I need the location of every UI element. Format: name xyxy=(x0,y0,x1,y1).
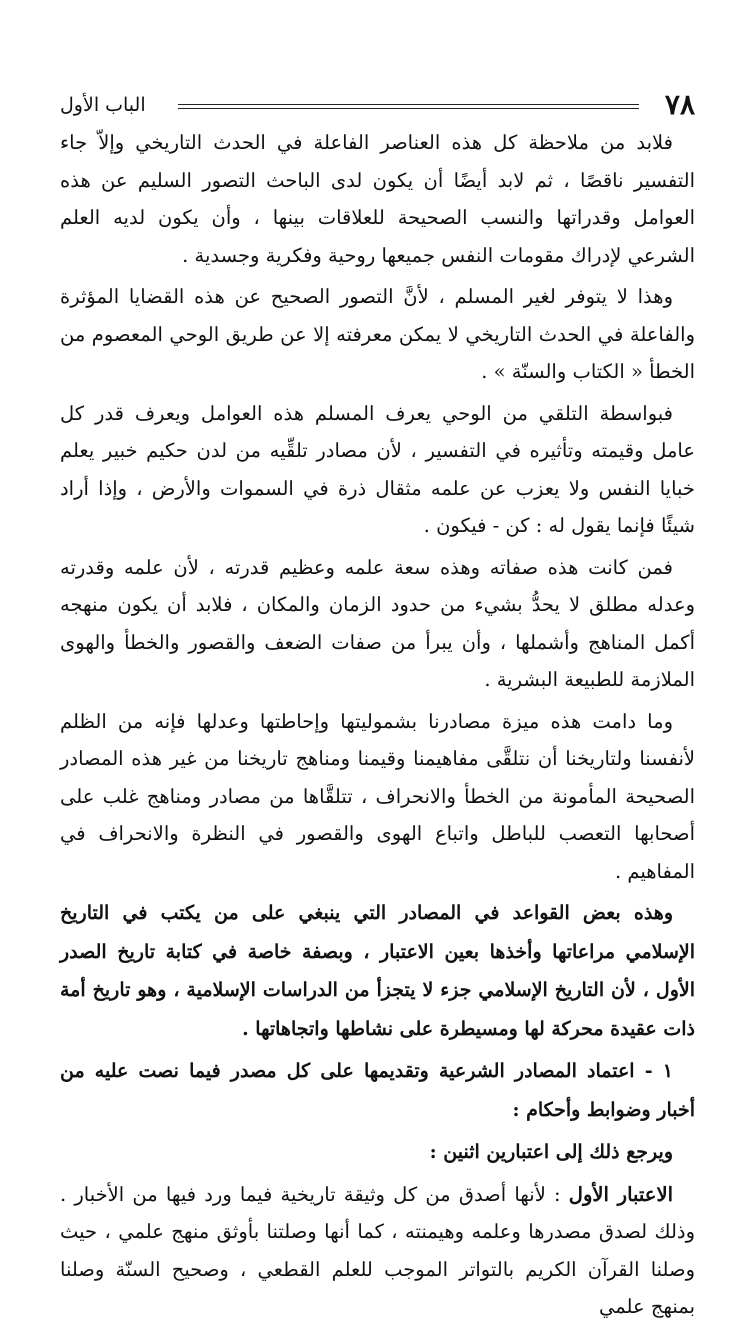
paragraph-first-consideration xyxy=(60,1176,695,1326)
paragraph-1: فلابد من ملاحظة كل هذه العناصر الفاعلة في الحدث التاريخي وإلاّ جاء التفسير ناقصًا ، ثم لابد أيضًا أن يكون لدى الباحث التصور السليم عن هذه العوامل وقدراتها والنسب الصحيحة للعلاقات بينها ، وأن يكون لديه العلم الشرعي لإدراك مقومات النفس جميعها روحية وفكرية وجسدية . xyxy=(60,131,695,267)
first-consideration-text: : لأنها أصدق من كل وثيقة تاريخية فيما ورد فيها من الأخبار . وذلك لصدق مصدرها وعلمه وهيمنته ، كما أنها وصلتنا بأوثق منهج علمي ، حيث وصلنا القرآن الكريم بالتواتر الموجب للعلم القطعي ، وصحيح السنّة وصلنا بمنهج علمي xyxy=(60,1182,695,1318)
paragraph-3: فبواسطة التلقي من الوحي يعرف المسلم هذه العوامل ويعرف قدر كل عامل وقيمته وتأثيره في التفسير ، لأن مصادر تلقِّيه من لدن حكيم خبير يعلم خبايا النفس ولا يعزب عن علمه مثقال ذرة في السموات والأرض ، وإذا أراد شيئًا فإنما يقول له : كن - فيكون . xyxy=(60,401,695,537)
paragraph-6: وهذه بعض القواعد في المصادر التي ينبغي على من يكتب في التاريخ الإسلامي مراعاتها وأخذها بعين الاعتبار ، وبصفة خاصة في كتابة تاريخ الصدر الأول ، لأن التاريخ الإسلامي جزء لا يتجزأ من الدراسات الإسلامية ، وهو تاريخ أمة ذات عقيدة محركة لها ومسيطرة على نشاطها واتجاهاتها . xyxy=(60,902,695,1040)
paragraph-2: وهذا لا يتوفر لغير المسلم ، لأنَّ التصور الصحيح عن هذه القضايا المؤثرة والفاعلة في الحدث التاريخي لا يمكن معرفته إلا عن طريق الوحي المعصوم من الخطأ « الكتاب والسنّة » . xyxy=(60,285,695,383)
header-rule xyxy=(178,104,639,109)
page-header xyxy=(60,88,695,122)
two-considerations-line: ويرجع ذلك إلى اعتبارين اثنين : xyxy=(429,1141,673,1163)
page-number: ٧٨ xyxy=(664,88,695,121)
rule-1-heading: ١ - اعتماد المصادر الشرعية وتقديمها على كل مصدر فيما نصت عليه من أخبار وضوابط وأحكام : xyxy=(60,1060,695,1121)
page-body xyxy=(60,124,695,1330)
paragraph-5: وما دامت هذه ميزة مصادرنا بشموليتها وإحاطتها وعدلها فإنه من الظلم لأنفسنا ولتاريخنا أن نتلقَّى مفاهيمنا وقيمنا ومناهج تاريخنا من غير هذه المصادر الصحيحة المأمونة من الخطأ والانحراف ، تتلقَّاها من مصادر ومناهج غلب على أصحابها التعصب للباطل واتباع الهوى والقصور في النظرة والانحراف في المفاهيم . xyxy=(60,709,695,883)
chapter-title: الباب الأول xyxy=(60,94,146,116)
first-consideration-lead: الاعتبار الأول xyxy=(568,1182,673,1206)
paragraph-4: فمن كانت هذه صفاته وهذه سعة علمه وعظيم قدرته ، لأن علمه وقدرته وعدله مطلق لا يحدُّ بشيء من حدود الزمان والمكان ، فلابد أن يكون منهجه أكمل المناهج وأشملها ، وأن يبرأ من صفات الضعف والقصور والخطأ والهوى الملازمة للطبيعة البشرية . xyxy=(60,555,695,691)
